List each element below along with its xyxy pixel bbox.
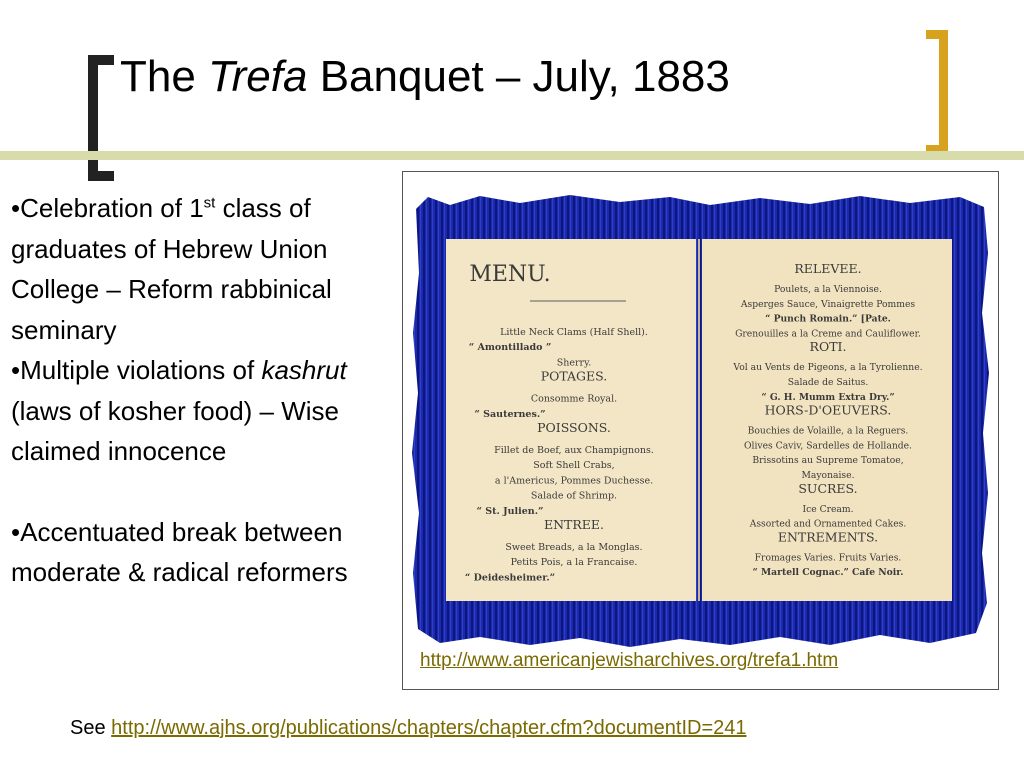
- photo-source-link[interactable]: http://www.americanjewisharchives.org/trefa1.htm: [420, 650, 839, 671]
- menu-heading: MENU.: [469, 262, 551, 287]
- menu-right-line: HORS-D'OEUVERS.: [764, 402, 892, 418]
- bullet-item-graduates: [11, 188, 389, 350]
- menu-left-line: POTAGES.: [540, 368, 608, 384]
- menu-right-line: SUCRES.: [798, 480, 858, 496]
- menu-right-line: Vol au Vents de Pigeons, a la Tyrolienne.: [733, 362, 923, 374]
- trefa-menu-photo: [410, 193, 990, 648]
- menu-left-line: POISSONS.: [537, 420, 611, 435]
- menu-left-line: Soft Shell Crabs,: [533, 460, 615, 472]
- bullet-2-text-a: •Multiple violations of: [11, 355, 262, 385]
- menu-right-line: Assorted and Ornamented Cakes.: [749, 518, 907, 530]
- menu-left-line: Little Neck Clams (Half Shell).: [500, 327, 648, 338]
- bullet-item-reformers: [11, 512, 389, 593]
- menu-right-line: Asperges Sauce, Vinaigrette Pommes: [740, 298, 916, 310]
- menu-right-line: Brissotins au Supreme Tomatoe,: [752, 455, 904, 467]
- title-text-start: The: [120, 52, 209, 101]
- menu-left-line: Fillet de Boef, aux Champignons.: [494, 445, 654, 456]
- menu-right-line: “ Martell Cognac.” Cafe Noir.: [752, 567, 904, 579]
- menu-left-line: Sherry.: [556, 357, 592, 369]
- menu-left-line: ENTREE.: [543, 517, 605, 532]
- menu-left-line: “ Amontillado ”: [468, 342, 552, 354]
- bullet-1-superscript: st: [203, 194, 216, 212]
- bullet-spacer: [11, 472, 389, 512]
- menu-left-line: Sweet Breads, a la Monglas.: [505, 542, 643, 553]
- bullet-item-violations: [11, 350, 389, 472]
- bullet-1-text-b: class of graduates of Hebrew Union College – Reform rabbinical seminary: [11, 193, 332, 345]
- right-bracket-decoration: [926, 30, 948, 154]
- bullet-3-text: •Accentuated break between moderate & radical reformers: [11, 516, 348, 587]
- bullet-list: [11, 188, 389, 593]
- menu-left-line: Consomme Royal.: [530, 393, 618, 405]
- footer-see-label: See: [70, 717, 112, 739]
- menu-right-line: “ Punch Romain.” [Pate.: [765, 313, 891, 325]
- bullet-2-text-b: (laws of kosher food) – Wise claimed innocence: [11, 395, 340, 466]
- menu-right-line: Poulets, a la Viennoise.: [774, 284, 882, 295]
- menu-right-line: ENTREMENTS.: [777, 529, 879, 545]
- footer-reference: [70, 717, 747, 740]
- footer-source-link[interactable]: http://www.ajhs.org/publications/chapters/chapter.cfm?documentID=241: [111, 717, 747, 739]
- menu-left-line: “ St. Julien.”: [476, 505, 544, 517]
- menu-left-line: “ Sauternes.”: [474, 408, 546, 420]
- menu-right-line: Olives Caviv, Sardelles de Hollande.: [744, 440, 912, 452]
- menu-left-line: a l'Americus, Pommes Duchesse.: [494, 475, 654, 487]
- menu-right-line: Ice Cream.: [802, 503, 854, 515]
- title-accent-bar: [0, 151, 1024, 160]
- menu-right-line: Mayonaise.: [801, 470, 855, 481]
- menu-right-line: “ G. H. Mumm Extra Dry.”: [761, 391, 895, 403]
- slide-title: [120, 50, 730, 104]
- menu-right-line: Salade de Saitus.: [787, 377, 869, 388]
- menu-right-line: Grenouilles a la Creme and Cauliflower.: [735, 328, 921, 340]
- bullet-1-text-a: •Celebration of 1: [11, 193, 204, 223]
- bullet-2-italic: kashrut: [261, 355, 347, 385]
- menu-left-line: Salade of Shrimp.: [530, 490, 618, 502]
- title-text-end: Banquet – July, 1883: [307, 52, 730, 101]
- menu-left-line: Petits Pois, a la Francaise.: [510, 557, 638, 569]
- menu-left-line: “ Deidesheimer.”: [464, 572, 556, 584]
- title-text-italic: Trefa: [208, 52, 308, 101]
- left-bracket-decoration: [88, 55, 114, 181]
- menu-right-line: Fromages Varies. Fruits Varies.: [754, 552, 902, 564]
- menu-right-line: RELEVEE.: [794, 261, 862, 276]
- menu-right-line: Bouchies de Volaille, a la Reguers.: [747, 425, 909, 437]
- menu-right-line: ROTI.: [809, 339, 847, 355]
